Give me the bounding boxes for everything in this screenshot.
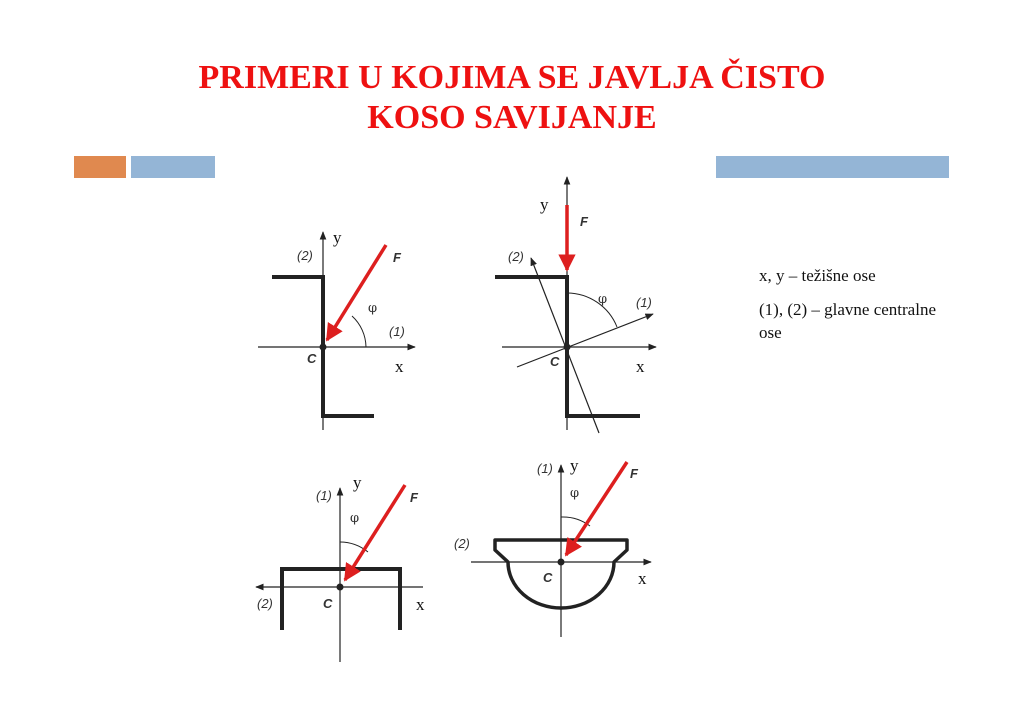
- force-arrow: [327, 245, 386, 340]
- centroid-point: [564, 344, 571, 351]
- legend-line-principal-axes: (1), (2) – glavne centralne ose: [759, 300, 936, 342]
- centroid-label: C: [550, 354, 560, 369]
- diagram-semicircle-section: [454, 456, 651, 637]
- angle-arc: [352, 316, 366, 347]
- centroid-label: C: [543, 570, 553, 585]
- axis-label-x: x: [395, 357, 404, 376]
- axis-label-1: (1): [636, 295, 652, 310]
- centroid-point: [320, 344, 327, 351]
- diagram-channel-section: [256, 473, 425, 662]
- axis-label-1: (1): [316, 488, 332, 503]
- centroid-point: [558, 559, 565, 566]
- slide-title-line-1: PRIMERI U KOJIMA SE JAVLJA ČISTO: [198, 59, 826, 96]
- axis-label-1: (1): [389, 324, 405, 339]
- legend-line-centroid-axes: x, y – težišne ose: [759, 266, 876, 285]
- centroid-label: C: [323, 596, 333, 611]
- force-label: F: [580, 214, 588, 229]
- force-label: F: [393, 250, 401, 265]
- slide-title-line-2: KOSO SAVIJANJE: [367, 99, 657, 136]
- angle-label: φ: [350, 511, 360, 526]
- axis-label-1: (1): [537, 461, 553, 476]
- axis-label-y: y: [333, 228, 342, 247]
- channel-outline: [282, 569, 400, 630]
- axis-label-2: (2): [257, 596, 273, 611]
- axis-label-2: (2): [454, 536, 470, 551]
- axis-label-y: y: [353, 473, 362, 492]
- diagram-z-section-2: [495, 177, 656, 433]
- force-label: F: [630, 466, 638, 481]
- axis-label-2: (2): [508, 249, 524, 264]
- angle-arc: [567, 293, 617, 327]
- axis-label-y: y: [570, 456, 579, 475]
- diagram-z-section-1: [258, 228, 415, 430]
- principal-axis-1-line: [517, 314, 653, 367]
- force-label: F: [410, 490, 418, 505]
- axis-label-2: (2): [297, 248, 313, 263]
- force-arrow: [345, 485, 405, 580]
- centroid-point: [337, 584, 344, 591]
- axis-label-x: x: [636, 357, 645, 376]
- angle-label: φ: [570, 486, 580, 501]
- axis-label-x: x: [416, 595, 425, 614]
- angle-label: φ: [368, 301, 378, 316]
- axis-label-x: x: [638, 569, 647, 588]
- legend: [759, 264, 959, 355]
- centroid-label: C: [307, 351, 317, 366]
- angle-label: φ: [598, 292, 608, 307]
- axis-label-y: y: [540, 195, 549, 214]
